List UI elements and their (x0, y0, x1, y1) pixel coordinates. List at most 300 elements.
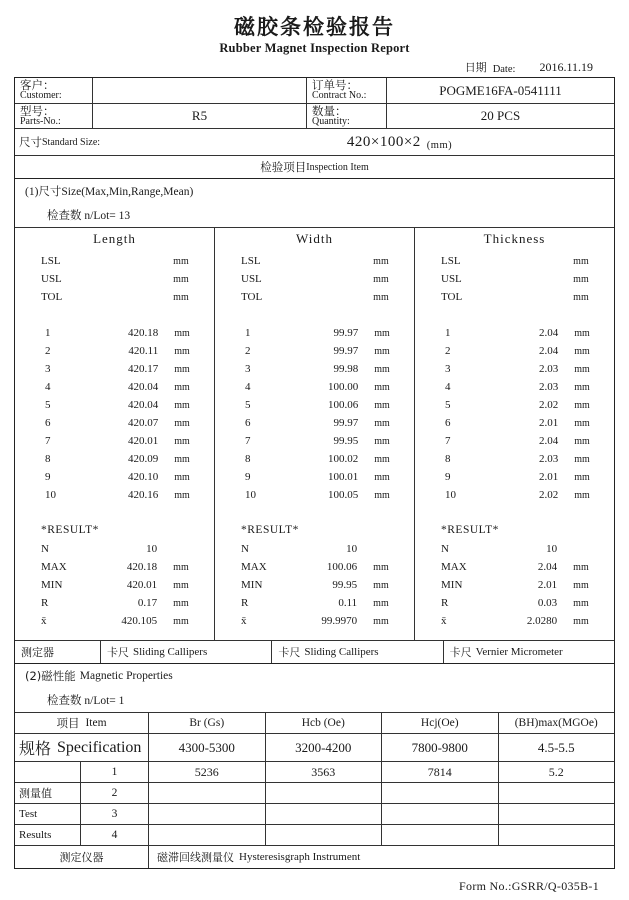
table-row (15, 78, 614, 104)
spec-label: TOL (41, 290, 63, 303)
size-measurement-table (15, 227, 614, 640)
measure-value: 420.07 (127, 416, 159, 429)
specification-br: 4300-5300 (149, 734, 266, 761)
measure-value: 420.16 (127, 488, 159, 501)
measure-unit: mm (374, 435, 390, 447)
table-row (415, 450, 614, 468)
size-section (14, 178, 615, 663)
measure-no: 1 (45, 326, 51, 339)
spec-row (215, 252, 414, 270)
measure-unit: mm (574, 363, 590, 375)
result-row (15, 594, 214, 612)
measure-value: 2.03 (538, 380, 559, 393)
result-label: R (41, 596, 49, 609)
magnetic-lot-row (15, 688, 614, 712)
standard-size-row (15, 129, 614, 156)
measure-hcj: 7814 (382, 762, 499, 782)
table-row (415, 378, 614, 396)
measure-value: 100.00 (327, 380, 359, 393)
measure-br: 5236 (149, 762, 266, 782)
measure-value: 420.18 (127, 326, 159, 339)
specification-label (15, 734, 149, 761)
page-title-en: Rubber Magnet Inspection Report (219, 41, 410, 56)
measure-value: 2.03 (538, 362, 559, 375)
specification-hcb: 3200-4200 (266, 734, 383, 761)
standard-size-value: 420×100×2 (346, 133, 421, 150)
table-row (15, 360, 214, 378)
measure-hcj (382, 783, 499, 803)
measure-value: 420.09 (127, 452, 159, 465)
measure-unit: mm (174, 453, 190, 465)
contract-label-en: Contract No.: (312, 90, 367, 102)
measure-unit: mm (374, 381, 390, 393)
measure-unit: mm (574, 417, 590, 429)
size-section-lot-row (15, 203, 614, 227)
measure-no: 1 (245, 326, 251, 339)
spec-block (15, 250, 214, 308)
measure-unit: mm (374, 489, 390, 501)
customer-label (15, 78, 93, 103)
measure-no: 7 (245, 434, 251, 447)
table-row (415, 360, 614, 378)
measure-unit: mm (374, 417, 390, 429)
result-row (415, 594, 614, 612)
measure-results-label-line-3: Test (15, 804, 81, 824)
spec-row (15, 288, 214, 306)
measure-no: 10 (45, 488, 56, 501)
magnetic-instrument-row (15, 846, 614, 868)
contract-label-cn: 订单号： (312, 78, 358, 93)
measure-no: 9 (245, 470, 251, 483)
result-label: N (41, 542, 49, 555)
measure-no: 8 (45, 452, 51, 465)
measure-br (149, 825, 266, 845)
result-value: 420.105 (121, 614, 158, 627)
measure-unit: mm (374, 399, 390, 411)
measure-value: 420.17 (127, 362, 159, 375)
parts-label-cn: 型号： (20, 103, 55, 118)
measure-value: 420.04 (127, 398, 159, 411)
measure-unit: mm (574, 345, 590, 357)
result-title: *RESULT* (41, 524, 99, 537)
standard-size-value-wrap (185, 129, 614, 155)
spec-block (415, 250, 614, 308)
report-title-block (14, 14, 615, 56)
result-value: 2.01 (537, 578, 558, 591)
table-row (215, 486, 414, 504)
magnetic-instrument-value-en: Hysteresisgraph Instrument (239, 851, 361, 864)
result-unit: mm (573, 561, 589, 573)
measure-index: 2 (81, 783, 149, 803)
measure-no: 2 (45, 344, 51, 357)
result-row (215, 612, 414, 630)
result-value: 2.04 (537, 560, 558, 573)
measure-value: 2.01 (538, 470, 559, 483)
contract-label (307, 78, 387, 103)
hcb-header: Hcb (Oe) (266, 713, 383, 733)
spec-unit: mm (173, 291, 189, 303)
result-value: 2.0280 (526, 614, 558, 627)
measure-no: 4 (445, 380, 451, 393)
inspection-item-row (15, 156, 614, 178)
measure-hcb (266, 825, 383, 845)
measure-results-label-line-2: 测量值 (15, 783, 81, 803)
result-label: MIN (241, 578, 263, 591)
measure-value: 420.04 (127, 380, 159, 393)
parts-label (15, 104, 93, 129)
measure-unit: mm (174, 399, 190, 411)
result-unit: mm (373, 579, 389, 591)
measure-value: 100.02 (327, 452, 359, 465)
result-value: 10 (346, 542, 358, 555)
result-label: x̄ (241, 614, 247, 627)
page-title-cn: 磁胶条检验报告 (234, 15, 395, 39)
measure-unit: mm (174, 327, 190, 339)
standard-size-unit: (mm) (426, 140, 453, 152)
result-value: 99.95 (332, 578, 358, 591)
spec-row (415, 288, 614, 306)
result-unit: mm (173, 597, 189, 609)
measure-no: 9 (445, 470, 451, 483)
table-row (215, 468, 414, 486)
measure-row-3 (15, 804, 614, 825)
spec-row (15, 252, 214, 270)
table-row (215, 414, 414, 432)
measure-hcj (382, 804, 499, 824)
measure-unit: mm (174, 363, 190, 375)
table-row (415, 486, 614, 504)
measure-unit: mm (574, 327, 590, 339)
quantity-label-en: Quantity: (312, 115, 350, 127)
spec-unit: mm (173, 255, 189, 267)
spec-unit: mm (573, 291, 589, 303)
measure-hcb (266, 783, 383, 803)
measure-no: 3 (445, 362, 451, 375)
width-instrument-cn: 卡尺 (278, 646, 301, 660)
length-instrument-cn: 卡尺 (107, 646, 129, 660)
measure-no: 2 (245, 344, 251, 357)
result-row (15, 558, 214, 576)
measure-bhmax (499, 825, 615, 845)
measure-no: 6 (445, 416, 451, 429)
measure-value: 99.97 (333, 416, 359, 429)
length-instrument-en: Sliding Callipers (133, 646, 208, 659)
result-row (415, 576, 614, 594)
table-row (215, 378, 414, 396)
result-label: x̄ (441, 614, 447, 627)
result-value: 99.9970 (321, 614, 358, 627)
spec-row (415, 270, 614, 288)
spec-row (415, 252, 614, 270)
measure-no: 4 (45, 380, 51, 393)
result-row (215, 558, 414, 576)
result-unit: mm (373, 561, 389, 573)
customer-label-cn: 客户： (20, 78, 55, 93)
spec-unit: mm (373, 291, 389, 303)
size-instrument-label (15, 641, 101, 663)
spec-unit: mm (373, 255, 389, 267)
spec-unit: mm (573, 255, 589, 267)
result-row (215, 540, 414, 558)
customer-label-en: Customer: (20, 90, 62, 102)
parts-value: R5 (93, 104, 307, 129)
thickness-instrument-en: Vernier Micrometer (475, 646, 563, 659)
magnetic-item-header-cn: 项目 (56, 716, 80, 731)
table-row (215, 396, 414, 414)
specification-bhmax: 4.5-5.5 (537, 739, 575, 755)
result-row (415, 558, 614, 576)
measure-value: 100.05 (327, 488, 359, 501)
date-label-en: Date: (492, 64, 516, 76)
size-section-heading-row (15, 179, 614, 203)
result-unit: mm (373, 597, 389, 609)
measure-value: 2.04 (538, 434, 559, 447)
measure-value: 2.04 (538, 344, 559, 357)
table-row (15, 104, 614, 130)
measure-no: 8 (245, 452, 251, 465)
standard-size-label (15, 129, 185, 155)
column-header: Length (93, 231, 136, 247)
width-instrument-en: Sliding Callipers (304, 646, 379, 659)
measure-no: 7 (45, 434, 51, 447)
contract-value: POGME16FA-0541111 (439, 82, 562, 98)
measurement-column-length (15, 228, 215, 640)
measure-no: 4 (245, 380, 251, 393)
spec-label: TOL (241, 290, 263, 303)
measure-unit: mm (574, 399, 590, 411)
magnetic-instrument-label: 测定仪器 (15, 846, 149, 868)
result-value: 0.11 (338, 596, 358, 609)
magnetic-heading (21, 666, 177, 686)
measure-no: 8 (445, 452, 451, 465)
magnetic-heading-cn: (2)磁性能 (25, 669, 76, 684)
measure-no: 3 (45, 362, 51, 375)
measure-value: 99.97 (333, 344, 359, 357)
result-value: 0.03 (537, 596, 558, 609)
measure-no: 10 (445, 488, 456, 501)
inspection-item-label-en: Inspection Item (306, 161, 369, 173)
result-label: N (441, 542, 449, 555)
spec-block (215, 250, 414, 308)
table-row (215, 450, 414, 468)
magnetic-instrument-value (149, 846, 614, 868)
result-row (215, 594, 414, 612)
measure-no: 3 (245, 362, 251, 375)
length-instrument (101, 641, 272, 663)
result-row (15, 612, 214, 630)
magnetic-heading-en: Magnetic Properties (79, 670, 173, 683)
spec-row (215, 288, 414, 306)
magnetic-item-header (15, 713, 149, 733)
result-title: *RESULT* (441, 524, 499, 537)
measure-index: 4 (81, 825, 149, 845)
measure-bhmax: 5.2 (548, 764, 564, 779)
result-row (415, 612, 614, 630)
measure-value: 2.03 (538, 452, 559, 465)
spec-label: USL (441, 272, 462, 285)
standard-size-label-en: Standard Size: (42, 136, 101, 148)
measure-no: 10 (245, 488, 256, 501)
table-row (15, 324, 214, 342)
inspection-item-label-cn: 检验项目 (260, 160, 307, 175)
measure-unit: mm (174, 489, 190, 501)
table-row (215, 432, 414, 450)
measure-unit: mm (574, 435, 590, 447)
result-row (15, 576, 214, 594)
measure-unit: mm (574, 381, 590, 393)
table-row (15, 414, 214, 432)
result-unit: mm (573, 597, 589, 609)
magnetic-header-row (15, 712, 614, 734)
result-label: MAX (41, 560, 67, 573)
measure-unit: mm (174, 471, 190, 483)
result-label: MIN (441, 578, 463, 591)
quantity-label-cn: 数量： (312, 103, 347, 118)
result-value: 420.18 (126, 560, 158, 573)
result-label: x̄ (41, 614, 47, 627)
specification-hcj: 7800-9800 (382, 734, 499, 761)
result-label: MAX (241, 560, 267, 573)
measure-row-1 (15, 762, 614, 783)
result-row (415, 540, 614, 558)
table-row (15, 450, 214, 468)
measure-value: 100.06 (327, 398, 359, 411)
measure-no: 5 (45, 398, 51, 411)
result-unit: mm (573, 579, 589, 591)
result-label: R (441, 596, 449, 609)
magnetic-section (14, 663, 615, 869)
measure-no: 5 (245, 398, 251, 411)
table-row (15, 432, 214, 450)
measure-value: 2.02 (538, 488, 559, 501)
specification-label-cn: 规格 (19, 739, 52, 759)
table-row (215, 342, 414, 360)
table-row (15, 342, 214, 360)
measure-bhmax (499, 804, 615, 824)
size-section-heading: (1)尺寸Size(Max,Min,Range,Mean) (25, 186, 194, 199)
measure-no: 6 (45, 416, 51, 429)
table-row (415, 468, 614, 486)
table-row (15, 396, 214, 414)
size-instrument-row (15, 640, 614, 663)
result-title: *RESULT* (241, 524, 299, 537)
width-instrument (272, 641, 443, 663)
spec-unit: mm (573, 273, 589, 285)
measure-index: 1 (81, 762, 149, 782)
thickness-instrument (444, 641, 614, 663)
table-row (415, 324, 614, 342)
specification-label-en: Specification (57, 738, 142, 756)
measurement-column-width (215, 228, 415, 640)
measure-value: 99.98 (333, 362, 359, 375)
measure-results-label-line-1 (15, 762, 81, 782)
magnetic-item-header-en: Item (85, 717, 107, 730)
measure-unit: mm (374, 345, 390, 357)
table-row (15, 378, 214, 396)
measure-no: 6 (245, 416, 251, 429)
parts-label-en: Parts-No.: (20, 115, 61, 127)
header-info-table (14, 77, 615, 178)
quantity-value: 20 PCS (480, 108, 521, 124)
measure-no: 2 (445, 344, 451, 357)
table-row (15, 468, 214, 486)
measure-index: 3 (81, 804, 149, 824)
specification-row (15, 734, 614, 762)
magnetic-lot: 检查数 n/Lot= 1 (47, 695, 125, 708)
spec-unit: mm (173, 273, 189, 285)
result-value: 0.17 (137, 596, 158, 609)
measure-unit: mm (374, 471, 390, 483)
measure-unit: mm (574, 471, 590, 483)
measure-no: 9 (45, 470, 51, 483)
measure-unit: mm (374, 327, 390, 339)
measure-hcj (382, 825, 499, 845)
measure-unit: mm (374, 363, 390, 375)
size-section-lot: 检查数 n/Lot= 13 (47, 210, 131, 223)
column-header: Thickness (483, 231, 546, 247)
spec-label: LSL (41, 254, 61, 267)
result-value: 420.01 (126, 578, 158, 591)
measure-hcb: 3563 (266, 762, 383, 782)
magnetic-instrument-value-cn: 磁滞回线测量仪 (157, 851, 234, 865)
table-row (15, 486, 214, 504)
measure-br (149, 783, 266, 803)
measure-row-2 (15, 783, 614, 804)
measure-value: 100.01 (327, 470, 359, 483)
spec-label: USL (241, 272, 262, 285)
column-header: Width (296, 231, 333, 247)
measure-br (149, 804, 266, 824)
spec-label: LSL (441, 254, 461, 267)
measure-unit: mm (174, 345, 190, 357)
customer-value (93, 78, 307, 103)
result-label: MIN (41, 578, 63, 591)
table-row (215, 360, 414, 378)
inspection-item-label (15, 156, 614, 178)
spec-row (215, 270, 414, 288)
measure-unit: mm (574, 489, 590, 501)
measurement-column-thickness (415, 228, 614, 640)
measure-unit: mm (174, 435, 190, 447)
spec-unit: mm (373, 273, 389, 285)
magnetic-heading-row (15, 664, 614, 688)
measure-value: 2.04 (538, 326, 559, 339)
result-row (215, 576, 414, 594)
spec-row (15, 270, 214, 288)
result-value: 10 (546, 542, 558, 555)
thickness-instrument-cn: 卡尺 (449, 646, 472, 660)
spec-label: LSL (241, 254, 261, 267)
measure-value: 420.11 (128, 344, 159, 357)
result-label: N (241, 542, 249, 555)
quantity-label (307, 104, 387, 129)
table-row (415, 432, 614, 450)
measure-no: 7 (445, 434, 451, 447)
result-unit: mm (573, 615, 589, 627)
result-value: 100.06 (326, 560, 358, 573)
measure-value: 2.01 (538, 416, 559, 429)
measure-value: 420.10 (127, 470, 159, 483)
measure-hcb (266, 804, 383, 824)
result-row (15, 540, 214, 558)
table-row (415, 396, 614, 414)
spec-label: TOL (441, 290, 463, 303)
date-value: 2016.11.19 (539, 60, 593, 75)
measure-bhmax (499, 783, 615, 803)
measure-unit: mm (174, 381, 190, 393)
result-label: MAX (441, 560, 467, 573)
table-row (415, 342, 614, 360)
